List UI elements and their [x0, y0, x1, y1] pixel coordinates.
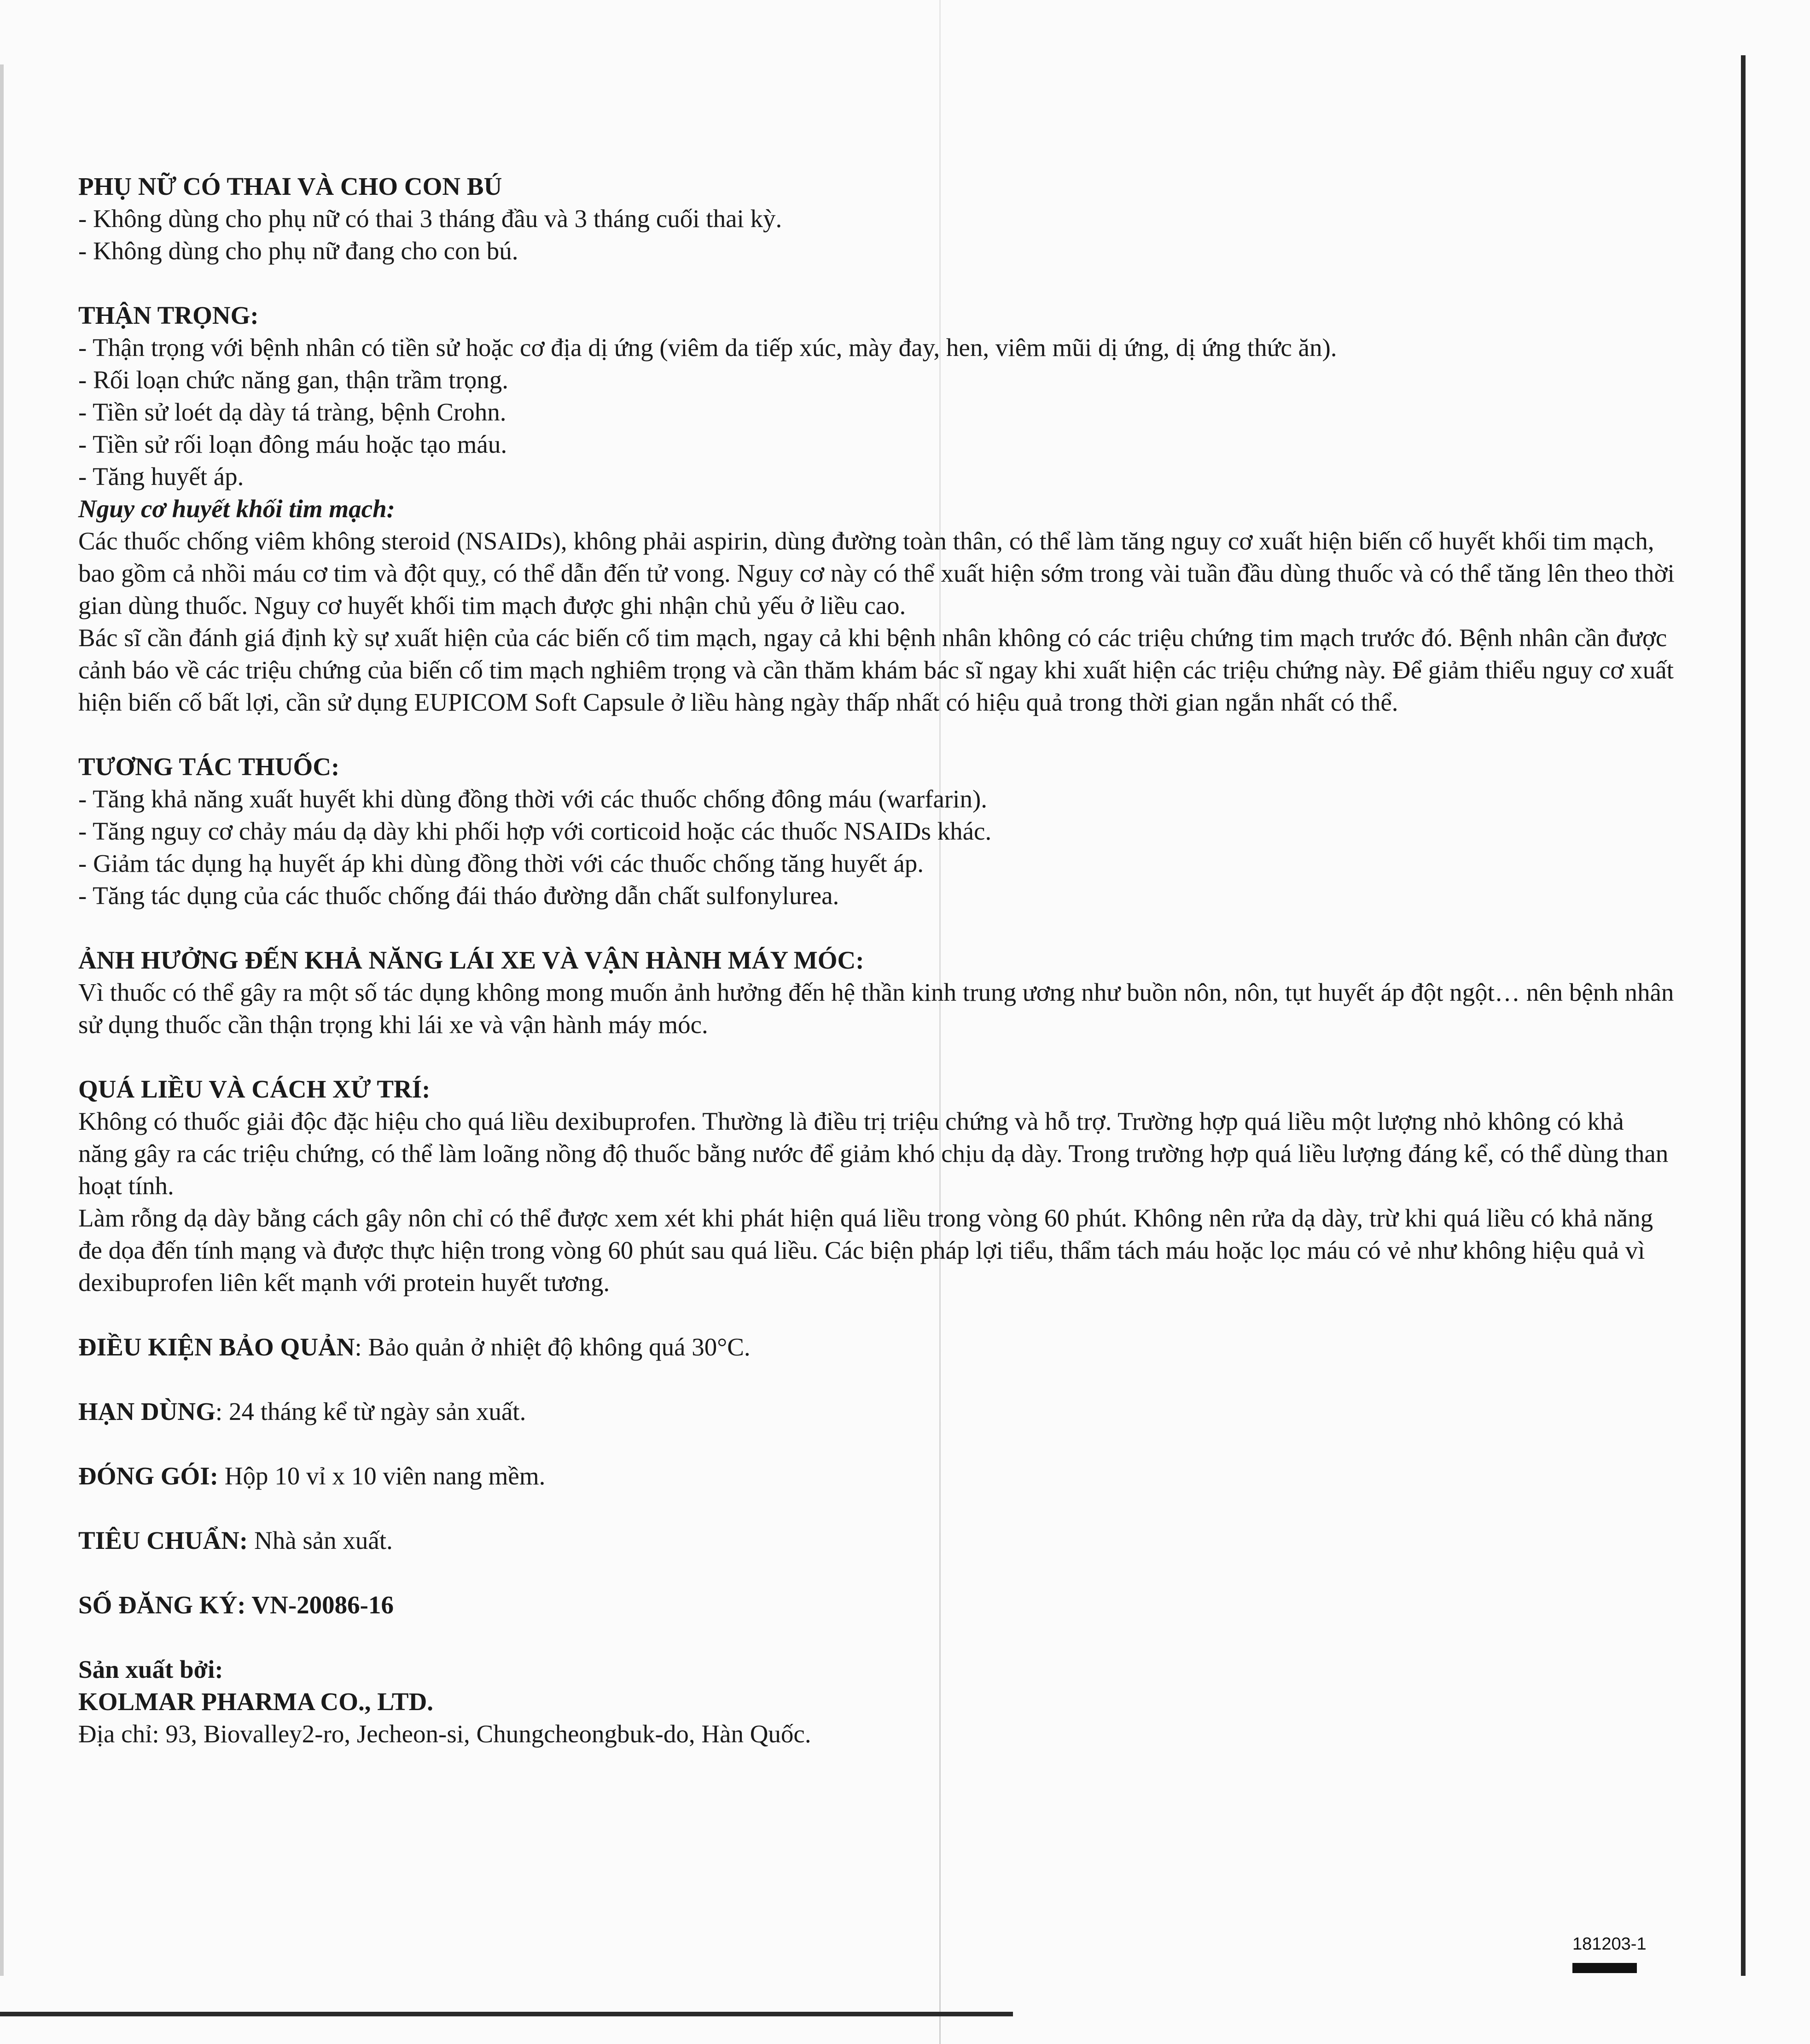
interaction-line: - Giảm tác dụng hạ huyết áp khi dùng đồng thời với các thuốc chống tăng huyết áp. — [78, 849, 924, 877]
shelf-life-value: : 24 tháng kể từ ngày sản xuất. — [215, 1397, 526, 1425]
leaflet-text — [78, 170, 1676, 1750]
cardiovascular-paragraph: Các thuốc chống viêm không steroid (NSAIDs), không phải aspirin, dùng đường toàn thân, có thể làm tăng nguy cơ xuất hiện biến cố huyết khối tim mạch, bao gồm cả nhồi máu cơ tim và đột quỵ, có thể dẫn đến tử vong. Nguy cơ này có thể xuất hiện sớm trong vài tuần đầu dùng thuốc và có thể tăng lên theo thời gian dùng thuốc. Nguy cơ huyết khối tim mạch được ghi nhận chủ yếu ở liều cao. — [78, 527, 1675, 619]
interaction-line: - Tăng tác dụng của các thuốc chống đái tháo đường dẫn chất sulfonylurea. — [78, 882, 839, 910]
storage-line — [78, 1331, 1676, 1363]
pregnancy-line: - Không dùng cho phụ nữ có thai 3 tháng đầu và 3 tháng cuối thai kỳ. — [78, 204, 782, 233]
print-code-bar — [1572, 1963, 1637, 1973]
pregnancy-line: - Không dùng cho phụ nữ đang cho con bú. — [78, 237, 518, 265]
manufacturer-address: Địa chỉ: 93, Biovalley2-ro, Jecheon-si, Chungcheongbuk-do, Hàn Quốc. — [78, 1720, 811, 1748]
precaution-line: - Tiền sử loét dạ dày tá tràng, bệnh Crohn. — [78, 398, 506, 426]
cardiovascular-risk-subheading: Nguy cơ huyết khối tim mạch: — [78, 495, 395, 523]
packaging-label: ĐÓNG GÓI: — [78, 1462, 219, 1490]
page-left-edge — [0, 64, 4, 1976]
page-bottom-edge — [0, 2012, 1013, 2016]
overdose-heading: QUÁ LIỀU VÀ CÁCH XỬ TRÍ: — [78, 1075, 431, 1103]
precaution-line: - Tăng huyết áp. — [78, 462, 244, 491]
page-right-edge — [1741, 55, 1746, 1976]
interaction-line: - Tăng khả năng xuất huyết khi dùng đồng thời với các thuốc chống đông máu (warfarin). — [78, 785, 988, 813]
packaging-value: Hộp 10 vỉ x 10 viên nang mềm. — [218, 1462, 546, 1490]
standard-line — [78, 1524, 1676, 1557]
storage-value: : Bảo quản ở nhiệt độ không quá 30°C. — [355, 1333, 751, 1361]
interaction-line: - Tăng nguy cơ chảy máu dạ dày khi phối hợp với corticoid hoặc các thuốc NSAIDs khác. — [78, 817, 992, 845]
precaution-line: - Thận trọng với bệnh nhân có tiền sử hoặc cơ địa dị ứng (viêm da tiếp xúc, mày đay, hen, viêm mũi dị ứng, dị ứng thức ăn). — [78, 333, 1337, 362]
overdose-paragraph: Không có thuốc giải độc đặc hiệu cho quá liều dexibuprofen. Thường là điều trị triệu chứng và hỗ trợ. Trường hợp quá liều một lượng nhỏ không có khả năng gây ra các triệu chứng, có thể làm loãng nồng độ thuốc bằng nước để giảm khó chịu dạ dày. Trong trường hợp quá liều lượng đáng kể, có thể dùng than hoạt tính. — [78, 1107, 1669, 1200]
manufacturer-name: KOLMAR PHARMA CO., LTD. — [78, 1688, 434, 1716]
registration-number: SỐ ĐĂNG KÝ: VN-20086-16 — [78, 1591, 394, 1619]
shelf-life-line — [78, 1396, 1676, 1428]
manufacturer-label: Sản xuất bởi: — [78, 1655, 223, 1683]
precautions-heading: THẬN TRỌNG: — [78, 301, 259, 329]
precaution-line: - Tiền sử rối loạn đông máu hoặc tạo máu. — [78, 430, 507, 458]
interactions-heading: TƯƠNG TÁC THUỐC: — [78, 753, 340, 781]
standard-value: Nhà sản xuất. — [248, 1526, 393, 1554]
print-code: 181203-1 — [1572, 1934, 1647, 1954]
overdose-paragraph: Làm rỗng dạ dày bằng cách gây nôn chỉ có thể được xem xét khi phát hiện quá liều trong vòng 60 phút. Không nên rửa dạ dày, trừ khi quá liều có khả năng đe dọa đến tính mạng và được thực hiện trong vòng 60 phút sau quá liều. Các biện pháp lợi tiểu, thẩm tách máu hoặc lọc máu có vẻ như không hiệu quả vì dexibuprofen liên kết mạnh với protein huyết tương. — [78, 1204, 1653, 1296]
driving-text: Vì thuốc có thể gây ra một số tác dụng không mong muốn ảnh hưởng đến hệ thần kinh trung ương như buồn nôn, nôn, tụt huyết áp đột ngột… nên bệnh nhân sử dụng thuốc cần thận trọng khi lái xe và vận hành máy móc. — [78, 978, 1674, 1039]
cardiovascular-paragraph: Bác sĩ cần đánh giá định kỳ sự xuất hiện của các biến cố tim mạch, ngay cả khi bệnh nhân không có các triệu chứng tim mạch trước đó. Bệnh nhân cần được cảnh báo về các triệu chứng của biến cố tim mạch nghiêm trọng và cần thăm khám bác sĩ ngay khi xuất hiện các triệu chứng này. Để giảm thiểu nguy cơ xuất hiện biến cố bất lợi, cần sử dụng EUPICOM Soft Capsule ở liều hàng ngày thấp nhất có hiệu quả trong thời gian ngắn nhất có thể. — [78, 624, 1674, 716]
pregnancy-heading: PHỤ NỮ CÓ THAI VÀ CHO CON BÚ — [78, 172, 502, 200]
driving-heading: ẢNH HƯỞNG ĐẾN KHẢ NĂNG LÁI XE VÀ VẬN HÀNH MÁY MÓC: — [78, 946, 864, 974]
standard-label: TIÊU CHUẨN: — [78, 1526, 248, 1554]
packaging-line — [78, 1460, 1676, 1492]
precaution-line: - Rối loạn chức năng gan, thận trầm trọng. — [78, 366, 509, 394]
storage-label: ĐIỀU KIỆN BẢO QUẢN — [78, 1333, 355, 1361]
shelf-life-label: HẠN DÙNG — [78, 1397, 215, 1425]
